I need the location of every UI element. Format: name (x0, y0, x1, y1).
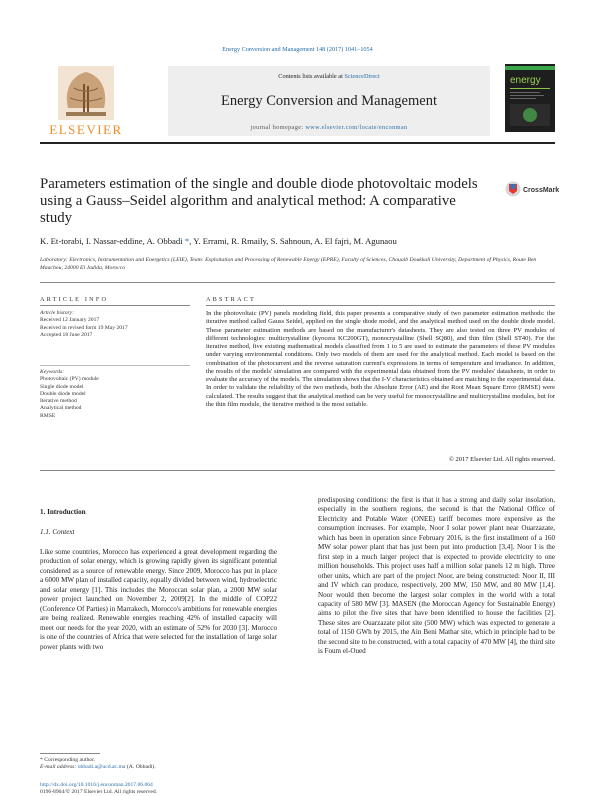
keyword-item: Single diode model (40, 383, 84, 390)
article-history (40, 310, 190, 339)
affiliation-rule (40, 282, 555, 283)
corresponding-author-link[interactable]: * (184, 236, 190, 246)
journal-homepage (168, 124, 490, 131)
author-list (40, 236, 555, 246)
abstract-bottom-rule (40, 470, 555, 471)
journal-cover-thumbnail[interactable] (505, 64, 555, 132)
footnote-rule (40, 753, 100, 754)
body-column-right: predisposing conditions: the first is that it has a strong and daily solar insolation, especially in the southern regions, the second is that the National Office of Electricity and Potable Water (ONEE) tariff becomes more expensive as the consumption increases. For example, Noor I solar power plant near Ouarzazate, which has been in operation since February 2016, is the first installment of a 160 MW solar power plant that has just been put into production [3,4]. Noor I is the first step in a much larger project that is expected to provide electricity to one million households. This project uses half a million solar panels 12 m high. Three other units, which are part of the project Noor, are being constructed: Noor II, III and IV which can produce, respectively, 200 MW, 150 MW, and 80 MW [1,4]. Noor would then become the largest solar complex in the world with a total capacity of 580 MW [3]. MASEN (the Moroccan Agency for Sustainable Energy) aims to pilot the five sites that have been identified to house the facilities [2]. These sites are Ouarzazate pilot site (500 MW) which was expected to generate a total of 1150 GWh by 2015, the Ain Beni Mathar site, which in principle had to be the second site to be constructed, with a total capacity of 470 MW [4], the third site is Foum el-Oued (318, 496, 555, 656)
email-label: E-mail address: (40, 764, 78, 771)
abstract-copyright: © 2017 Elsevier Ltd. All rights reserved. (448, 456, 555, 463)
contents-prefix: Contents lists available at (278, 73, 345, 80)
contents-line (168, 73, 490, 80)
crossmark-label: CrossMark (523, 187, 560, 194)
authors-first: K. Et-torabi, I. Nassar-eddine, A. Obbadi (40, 236, 185, 246)
publisher-logo-text: ELSEVIER (49, 122, 123, 137)
crossmark-icon (506, 182, 521, 197)
journal-reference[interactable]: Energy Conversion and Management 148 (2017) 1041–1054 (222, 46, 373, 53)
keyword-item: RMSE (40, 412, 56, 419)
keywords-label: Keywords: (40, 369, 65, 375)
keyword-item: Iterative method (40, 398, 77, 405)
doi-link[interactable]: http://dx.doi.org/10.1016/j.enconman.2017.06.064 (40, 782, 153, 788)
homepage-link[interactable]: www.elsevier.com/locate/enconman (305, 124, 408, 131)
keyword-item: Analytical method (40, 405, 82, 412)
header-rule (40, 142, 555, 144)
homepage-prefix: journal homepage: (250, 124, 306, 131)
issn-line: 0196-8904/© 2017 Elsevier Ltd. All rights reserved. (40, 789, 158, 796)
body-column-left: Like some countries, Morocco has experienced a great development regarding the production of solar energy, which is growing rapidly given its significant potential considered as a source of renewable energy. Since 2009, Morocco has put in place a 6000 MW plan of installed capacity, equally divided between wind, hydroelectric and solar energy [1]. This includes the Moroccan solar plan, a 2000 MW solar power project launched on November 2, 2009[2]. In the middle of COP22 (Conference Of Parties) in Marrakech, Morocco's ambitions for renewable energies are being realized. Renewable energies reaching 42% of installed capacity will meet our needs for the year 2020, with an estimate of 52% for 2030 [3]. Morocco is one of the countries of Africa that were selected for the installation of large solar power plants with two (40, 548, 277, 651)
keyword-item: Double diode model (40, 390, 86, 397)
authors-rest: , Y. Errami, R. Rmaily, S. Sahnoun, A. El fajri, M. Agunaou (189, 236, 397, 246)
accepted-date: Accepted 18 June 2017 (40, 331, 93, 338)
cover-title: energy (510, 75, 541, 86)
article-title: Parameters estimation of the single and double diode photovoltaic models using a Gauss–Seidel algorithm and analytical method: A comparative study (40, 176, 478, 226)
received-date: Received 12 January 2017 (40, 317, 100, 324)
author-affiliation: Laboratory: Electronics, Instrumentation and Energetics (LEIE), Team: Exploitation and Processing of Renewable Energy (EPRE), Faculty of Sciences, Chouaib Doukkali University, Department of Physics, Route Ben Maachou, 24000 El Jadida, Morocco (40, 257, 537, 272)
abstract-text: In the photovoltaic (PV) panels modeling field, this paper presents a comparative study of two parameter estimation methods: the iterative method called Gauss Seidel, applied on the single diode model, and the analytical method used on the double diode model. These parameter estimation methods are based on the manufacturer's datasheets. They are also tested on three PV modules of different technologies: multicrystalline (kyocera KC200GT), monocrystalline (Shell SQ80), and thin film (Shell ST40). For the iterative method, five existing mathematical models classified from 1 to 5 are used to estimate the parameters of these PV modules under varying environmental conditions. Only two models of them are used for the analytical method. Each model is based on the combination of the photocurrent and the reverse saturation current's expressions in terms of temperature and irradiance. In addition, the results of the models' simulation are compared with the experimental data obtained from the PV modules' datasheets, in order to evaluate the accuracy of the models. The simulation shows that the I-V characteristics obtained are matching to the experimental data. In order to validate the reliability of the two methods, both the Absolute Error (AE) and the Root Mean Square Error (RMSE) were calculated. The results suggest that the analytical method can be very useful for monocrystalline and multicrystalline modules, but for the thin film module, the iterative method is the most suitable. (206, 310, 555, 408)
crossmark-badge[interactable] (505, 181, 569, 197)
email-suffix: (A. Obbadi). (125, 764, 156, 771)
sciencedirect-link[interactable]: ScienceDirect (344, 73, 380, 80)
elsevier-logo (40, 62, 132, 140)
abstract-rule (206, 305, 555, 306)
article-info-rule (40, 305, 190, 306)
email-link[interactable]: obbadi.a@ucd.ac.ma (77, 764, 126, 771)
section-heading-introduction: 1. Introduction (40, 508, 86, 516)
subsection-heading-context: 1.1. Context (40, 528, 75, 536)
corresponding-note: * Corresponding author. (40, 757, 96, 763)
article-info-heading: ARTICLE INFO (40, 296, 109, 303)
history-label: Article history: (40, 310, 75, 316)
abstract-heading: ABSTRACT (206, 296, 256, 303)
keywords-block (40, 369, 190, 420)
keywords-rule (40, 365, 190, 366)
revised-date: Received in revised form 19 May 2017 (40, 324, 128, 331)
corresponding-footnote (40, 757, 277, 772)
journal-title: Energy Conversion and Management (221, 93, 437, 109)
keyword-item: Photovoltaic (PV) module (40, 376, 99, 383)
